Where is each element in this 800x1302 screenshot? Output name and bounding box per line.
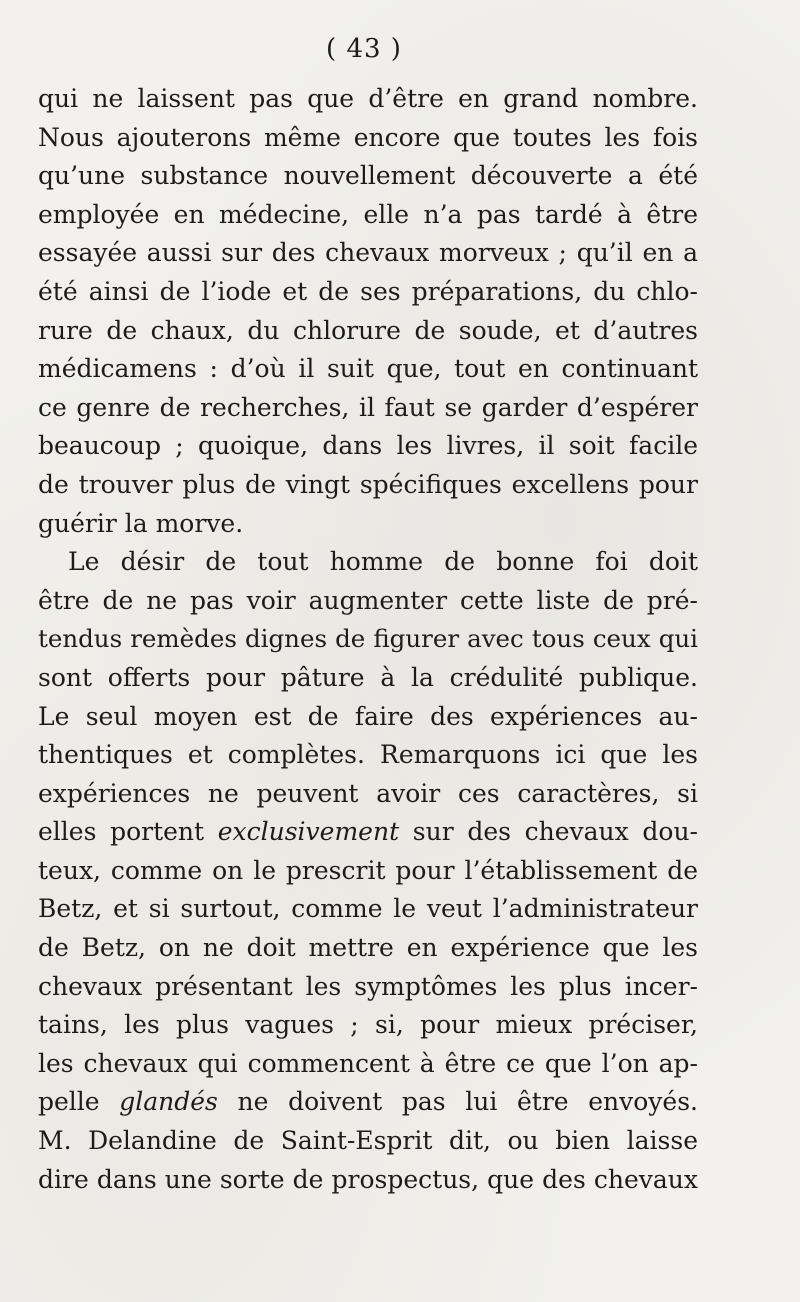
text-line: Le seul moyen est de faire des expériences au- xyxy=(38,701,698,731)
text-line: de Betz, on ne doit mettre en expérience que les xyxy=(38,933,698,963)
text-line: Betz, et si surtout, comme le veut l’administrateur xyxy=(38,894,698,924)
text-line: chevaux présentant les symptômes les plus incer- xyxy=(38,971,698,1001)
text-line: tendus remèdes dignes de figurer avec tous ceux qui xyxy=(38,624,698,654)
text-line: tains, les plus vagues ; si, pour mieux préciser, xyxy=(38,1010,698,1040)
text-line: ce genre de recherches, il faut se garder d’espérer xyxy=(38,392,698,422)
text-line: sont offerts pour pâture à la crédulité publique. xyxy=(38,662,698,692)
text-line-with-italic xyxy=(38,1083,698,1122)
text-line: essayée aussi sur des chevaux morveux ; qu’il en a xyxy=(38,238,698,268)
text-line: beaucoup ; quoique, dans les livres, il soit facile xyxy=(38,431,698,461)
text-line: qui ne laissent pas que d’être en grand nombre. xyxy=(38,84,698,113)
text-line: expériences ne peuvent avoir ces caractères, si xyxy=(38,778,698,808)
text-segment: ne doivent pas lui être envoyés. xyxy=(217,1087,698,1117)
body-text xyxy=(38,80,698,1199)
text-line: employée en médecine, elle n’a pas tardé à être xyxy=(38,199,698,229)
italic-word: exclusivement xyxy=(217,817,400,847)
paragraph-start-line: Le désir de tout homme de bonne foi doit xyxy=(68,547,698,577)
text-line: de trouver plus de vingt spécifiques excellens pour xyxy=(38,469,698,499)
text-line: être de ne pas voir augmenter cette liste de pré- xyxy=(38,585,698,615)
text-line: qu’une substance nouvellement découverte a été xyxy=(38,161,698,191)
text-line: les chevaux qui commencent à être ce que l’on ap- xyxy=(38,1048,698,1078)
text-segment: elles portent xyxy=(38,817,218,847)
page-number: ( 43 ) xyxy=(326,34,402,64)
text-line: Nous ajouterons même encore que toutes les fois xyxy=(38,122,698,152)
text-line: thentiques et complètes. Remarquons ici que les xyxy=(38,740,698,770)
text-line: médicamens : d’où il suit que, tout en continuant xyxy=(38,354,698,384)
text-line: guérir la morve. xyxy=(38,508,244,538)
text-line: dire dans une sorte de prospectus, que des chevaux xyxy=(38,1164,698,1194)
text-line: été ainsi de l’iode et de ses préparations, du chlo- xyxy=(38,276,698,306)
text-segment: pelle xyxy=(38,1087,120,1117)
text-line: M. Delandine de Saint-Esprit dit, ou bien laisse xyxy=(38,1126,698,1156)
text-line: teux, comme on le prescrit pour l’établissement de xyxy=(38,855,698,885)
text-segment: sur des chevaux dou- xyxy=(399,817,698,847)
text-line-with-italic xyxy=(38,813,698,852)
italic-word: glandés xyxy=(119,1087,218,1117)
text-line: rure de chaux, du chlorure de soude, et d’autres xyxy=(38,315,698,345)
